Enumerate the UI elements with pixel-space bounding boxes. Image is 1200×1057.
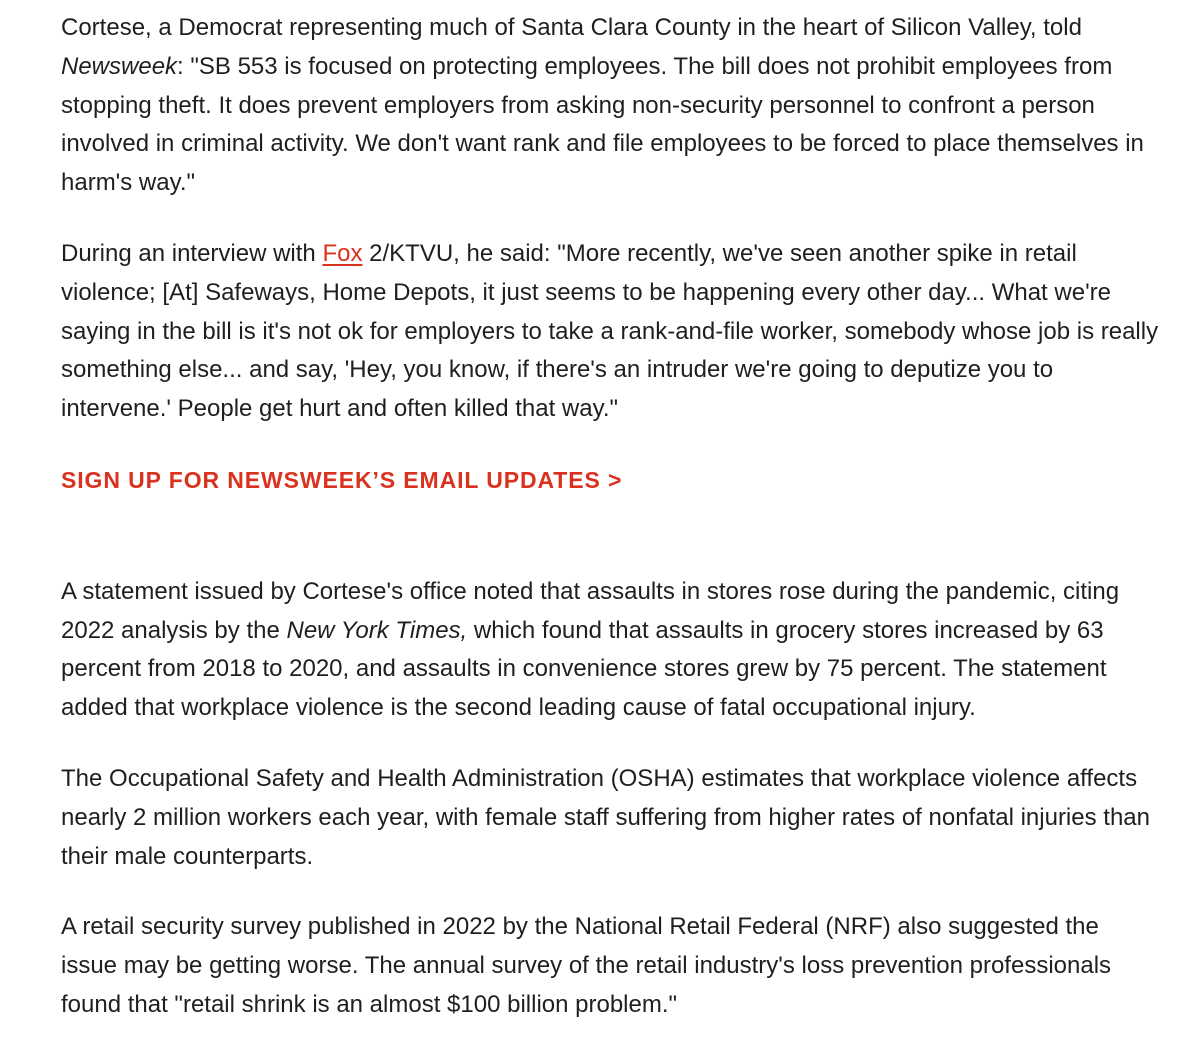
email-signup-link[interactable]: SIGN UP FOR NEWSWEEK’S EMAIL UPDATES > <box>61 466 623 493</box>
newsletter-signup <box>61 461 1161 538</box>
paragraph-fox-interview <box>61 235 1161 429</box>
paragraph-osha: The Occupational Safety and Health Administration (OSHA) estimates that workplace violence affects nearly 2 million workers each year, with female staff suffering from higher rates of nonfatal injuries than their male counterparts. <box>61 764 1150 870</box>
fox-link[interactable]: Fox <box>322 239 363 267</box>
paragraph-lead: A statement issued by Cortese's office noted that assaults in stores rose during the pandemic, citing 2022 analysis by the <box>61 577 1120 644</box>
paragraph-lead: Cortese, a Democrat representing much of Santa Clara County in the heart of Silicon Valley, told <box>61 14 1082 41</box>
paragraph-lead: During an interview with <box>61 239 323 267</box>
source-name: New York Times, <box>286 616 468 644</box>
article-body <box>61 9 1161 1057</box>
quote-text: : "SB 553 is focused on protecting employees. The bill does not prohibit employees from stopping theft. It does prevent employers from asking non-security personnel to confront a person involved in criminal activity. We don't want rank and file employees to be forced to place themselves in harm's way." <box>61 52 1144 197</box>
paragraph-rest: which found that assaults in grocery stores increased by 63 percent from 2018 to 2020, and assaults in convenience stores grew by 75 percent. The statement added that workplace violence is the second leading cause of fatal occupational injury. <box>61 616 1107 722</box>
quote-text: 2/KTVU, he said: "More recently, we've seen another spike in retail violence; [At] Safeways, Home Depots, it just seems to be happening every other day... What we're saying in the bill is it's not ok for employers to take a rank-and-file worker, somebody whose job is really something else... and say, 'Hey, you know, if there's an intruder we're going to deputize you to intervene.' People get hurt and often killed that way." <box>61 239 1159 423</box>
paragraph-statement-assaults <box>61 573 1161 728</box>
paragraph-nrf-survey: A retail security survey published in 2022 by the National Retail Federal (NRF) also suggested the issue may be getting worse. The annual survey of the retail industry's loss prevention professionals found that "retail shrink is an almost $100 billion problem." <box>61 913 1112 1018</box>
paragraph-cortese-statement <box>61 9 1161 203</box>
publication-name: Newsweek <box>61 52 178 80</box>
